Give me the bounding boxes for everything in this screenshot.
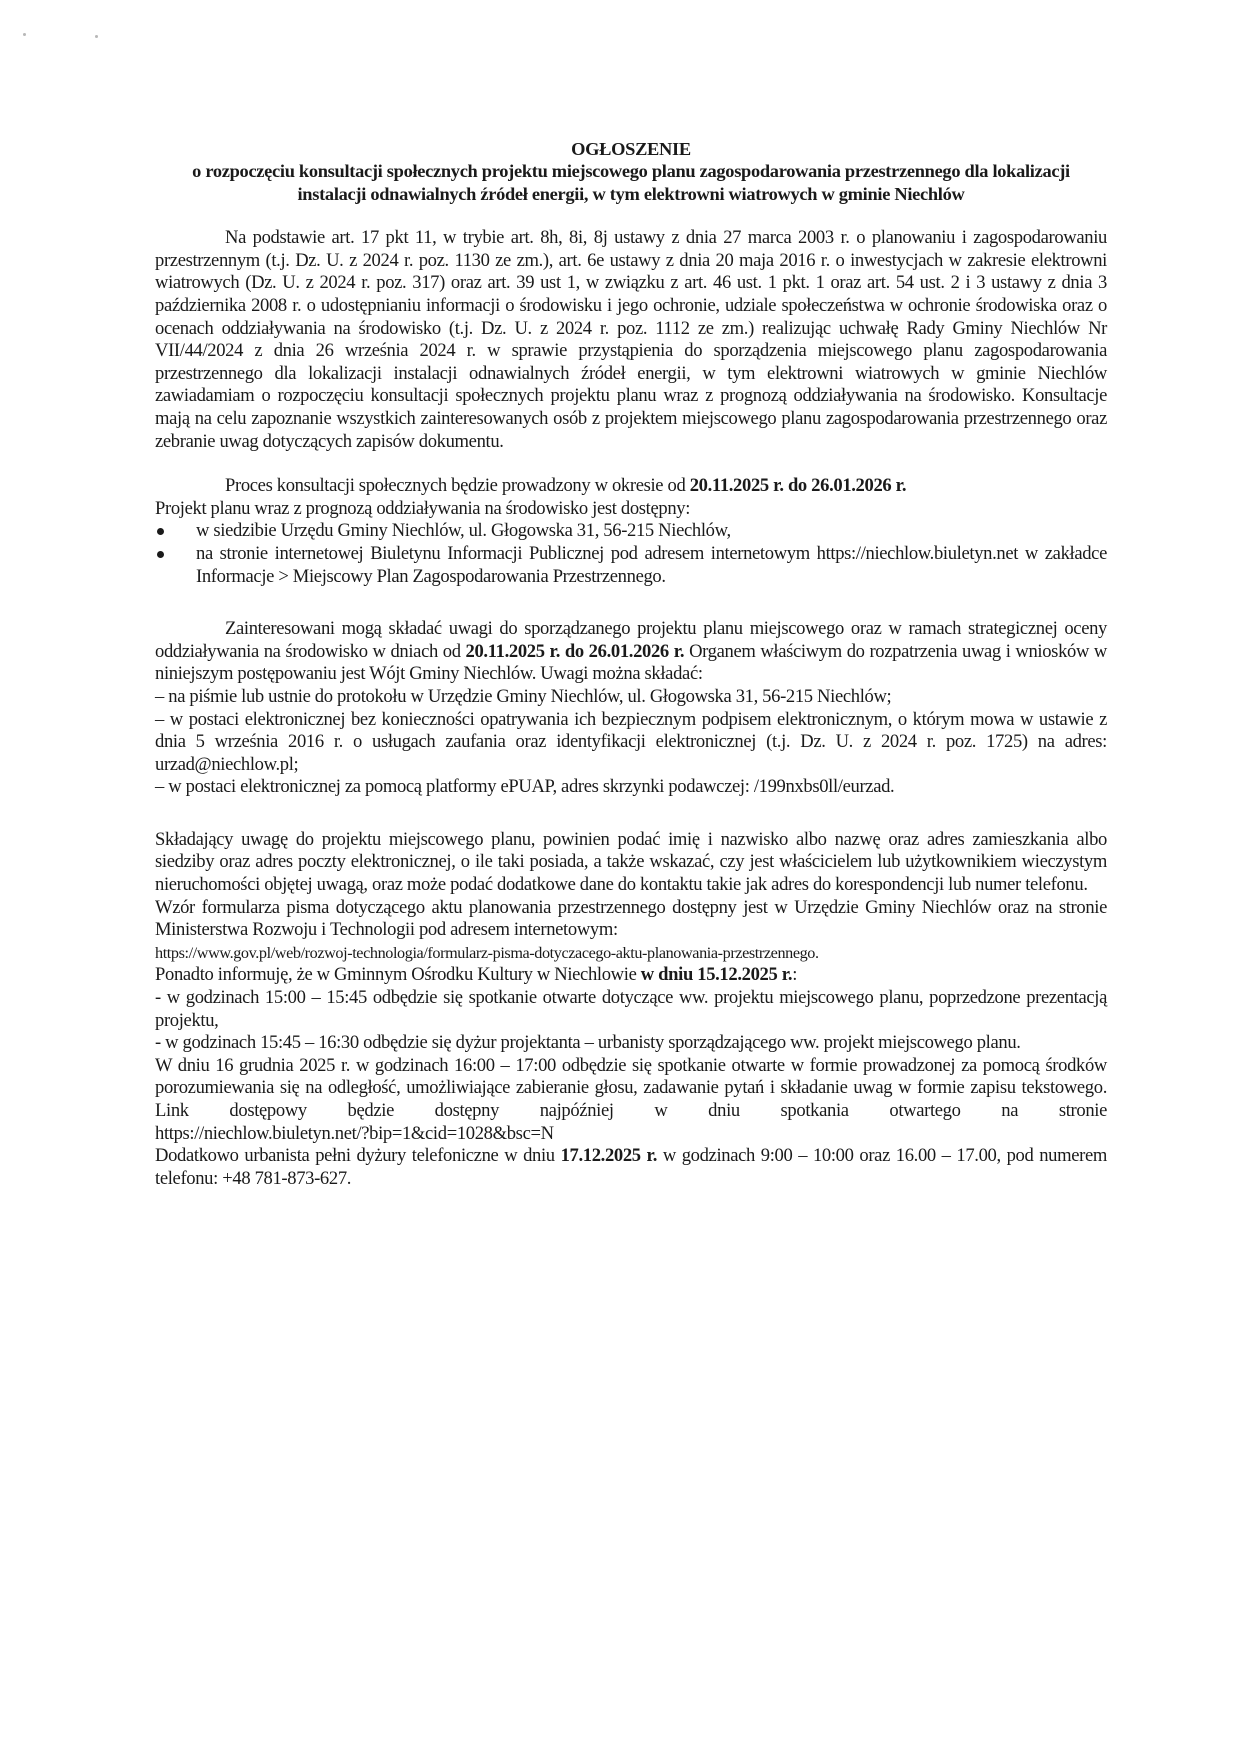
- availability-list: [155, 520, 1107, 588]
- online-meeting-url[interactable]: https://niechlow.biuletyn.net/?bip=1&cid=1028&bsc=N: [155, 1122, 554, 1144]
- availability-item-text: na stronie internetowej Biuletynu Informacji Publicznej pod adresem internetowym https://niechlow.biuletyn.net w zakładce Informacje > Miejscowy Plan Zagospodarowania Przestrzennego.: [196, 542, 1107, 587]
- submitter-info-paragraph: Składający uwagę do projektu miejscowego planu, powinien podać imię i nazwisko albo nazwę oraz adres zamieszkania albo siedziby oraz adres poczty elektronicznej, o ile taki posiada, a także wskazać, czy jest właścicielem lub użytkownikiem wieczystym nieruchomości objętej uwagą, oraz może podać dodatkowe dane do kontaktu takie jak adres do korespondencji lub numer telefonu.: [155, 828, 1107, 896]
- phone-duty-paragraph: [155, 1145, 1107, 1190]
- consultation-period-paragraph: [155, 475, 1107, 498]
- submission-method: – w postaci elektronicznej za pomocą platformy ePUAP, adres skrzynki podawczej: /199nxbs0ll/eurzad.: [155, 776, 895, 798]
- document-header: [155, 138, 1107, 205]
- phone-duty-text: Dodatkowo urbanista pełni dyżury telefoniczne w dniu: [155, 1145, 561, 1167]
- document-title: OGŁOSZENIE: [571, 139, 691, 159]
- meeting-date: w dniu 15.12.2025 r.: [640, 964, 793, 986]
- submission-method: – na piśmie lub ustnie do protokołu w Urzędzie Gminy Niechlów, ul. Głogowska 31, 56-215 Niechlów;: [155, 685, 892, 707]
- document-page: [155, 138, 1107, 1190]
- availability-item: [155, 543, 1107, 588]
- consultation-period-text: Proces konsultacji społecznych będzie prowadzony w okresie od: [225, 475, 690, 497]
- consultation-period-dates: 20.11.2025 r. do 26.01.2026 r.: [689, 475, 907, 497]
- scan-speck: [23, 33, 26, 36]
- scan-speck: [95, 35, 98, 38]
- comments-authority-text: Organem właściwym do rozpatrzenia uwag i wniosków w niniejszym postępowaniu jest Wójt Gminy Niechlów. Uwagi można składać:: [155, 640, 1107, 685]
- meeting-item: - w godzinach 15:45 – 16:30 odbędzie się dyżur projektanta – urbanisty sporządzającego ww. projekt miejscowego planu.: [155, 1032, 1021, 1054]
- comments-date-to: do 26.01.2026 r.: [564, 640, 685, 662]
- meeting-intro: [155, 964, 1107, 987]
- form-template-url[interactable]: https://www.gov.pl/web/rozwoj-technologia/formularz-pisma-dotyczacego-aktu-planowania-przestrzennego.: [155, 943, 819, 962]
- meeting-intro-text: Ponadto informuję, że w Gminnym Ośrodku Kultury w Niechlowie: [155, 964, 641, 986]
- phone-duty-details: w godzinach 9:00 – 10:00 oraz 16.00 – 17.00, pod numerem telefonu: +48 781-873-627.: [155, 1145, 1107, 1189]
- meeting-item: - w godzinach 15:00 – 15:45 odbędzie się spotkanie otwarte dotyczące ww. projektu miejscowego planu, poprzedzone prezentacją projektu,: [155, 987, 1107, 1031]
- submission-methods: [155, 686, 1107, 799]
- comments-text: Zainteresowani mogą składać uwagi do sporządzanego projektu planu miejscowego oraz w ramach strategicznej oceny oddziaływania na środowisko w dniach od: [155, 618, 1107, 662]
- online-meeting-paragraph: W dniu 16 grudnia 2025 r. w godzinach 16:00 – 17:00 odbędzie się spotkanie otwarte w formie prowadzonej za pomocą środków porozumiewania się na odległość, umożliwiające zabieranie głosu, zadawanie pytań i składanie uwag w formie zapisu tekstowego. Link dostępowy będzie dostępny najpóźniej w dniu spotkania otwartego na stronie: [155, 1054, 1107, 1121]
- form-template-paragraph: Wzór formularza pisma dotyczącego aktu planowania przestrzennego dostępny jest w Urzędzie Gminy Niechlów oraz na stronie Ministerstwa Rozwoju i Technologii pod adresem internetowym:: [155, 896, 1107, 941]
- availability-item: [155, 520, 1107, 543]
- legal-basis-paragraph: Na podstawie art. 17 pkt 11, w trybie art. 8h, 8i, 8j ustawy z dnia 27 marca 2003 r. o planowaniu i zagospodarowaniu przestrzennym (t.j. Dz. U. z 2024 r. poz. 1130 ze zm.), art. 6e ustawy z dnia 20 maja 2016 r. o inwestycjach w zakresie elektrowni wiatrowych (Dz. U. z 2024 r. poz. 317) oraz art. 39 ust 1, w związku z art. 46 ust. 1 pkt. 1 oraz art. 54 ust. 2 i 3 ustawy z dnia 3 października 2008 r. o udostępnianiu informacji o środowisku i jego ochronie, udziale społeczeństwa w ochronie środowiska oraz o ocenach oddziaływania na środowisko (t.j. Dz. U. z 2024 r. poz. 1112 ze zm.) realizując uchwałę Rady Gminy Niechlów Nr VII/44/2024 z dnia 26 września 2024 r. w sprawie przystąpienia do sporządzenia miejscowego planu zagospodarowania przestrzennego dla lokalizacji instalacji odnawialnych źródeł energii, w tym elektrowni wiatrowych w gminie Niechlów zawiadamiam o rozpoczęciu konsultacji społecznych projektu planu wraz z prognozą oddziaływania na środowisko. Konsultacje mają na celu zapoznanie wszystkich zainteresowanych osób z projektem miejscowego planu zagospodarowania przestrzennego oraz zebranie uwag dotyczących zapisów dokumentu.: [155, 227, 1107, 452]
- availability-item-text: w siedzibie Urzędu Gminy Niechlów, ul. Głogowska 31, 56-215 Niechlów,: [196, 520, 731, 542]
- document-subtitle: o rozpoczęciu konsultacji społecznych projektu miejscowego planu zagospodarowania przestrzennego dla lokalizacji instalacji odnawialnych źródeł energii, w tym elektrowni wiatrowych w gminie Niechlów: [192, 161, 1070, 204]
- meeting-intro-suffix: :: [792, 964, 798, 986]
- bullet-icon: [157, 551, 164, 558]
- comments-paragraph: [155, 618, 1107, 686]
- phone-duty-date: 17.12.2025 r.: [560, 1145, 658, 1167]
- comments-date-from: 20.11.2025 r.: [465, 640, 561, 662]
- availability-intro: Projekt planu wraz z prognozą oddziaływania na środowisko jest dostępny:: [155, 497, 691, 519]
- submission-method: – w postaci elektronicznej bez konieczności opatrywania ich bezpiecznym podpisem elektronicznym, o którym mowa w ustawie z dnia 5 września 2016 r. o usługach zaufania oraz identyfikacji elektronicznej (t.j. Dz. U. z 2024 r. poz. 1725) na adres: urzad@niechlow.pl;: [155, 708, 1107, 775]
- bullet-icon: [157, 528, 164, 535]
